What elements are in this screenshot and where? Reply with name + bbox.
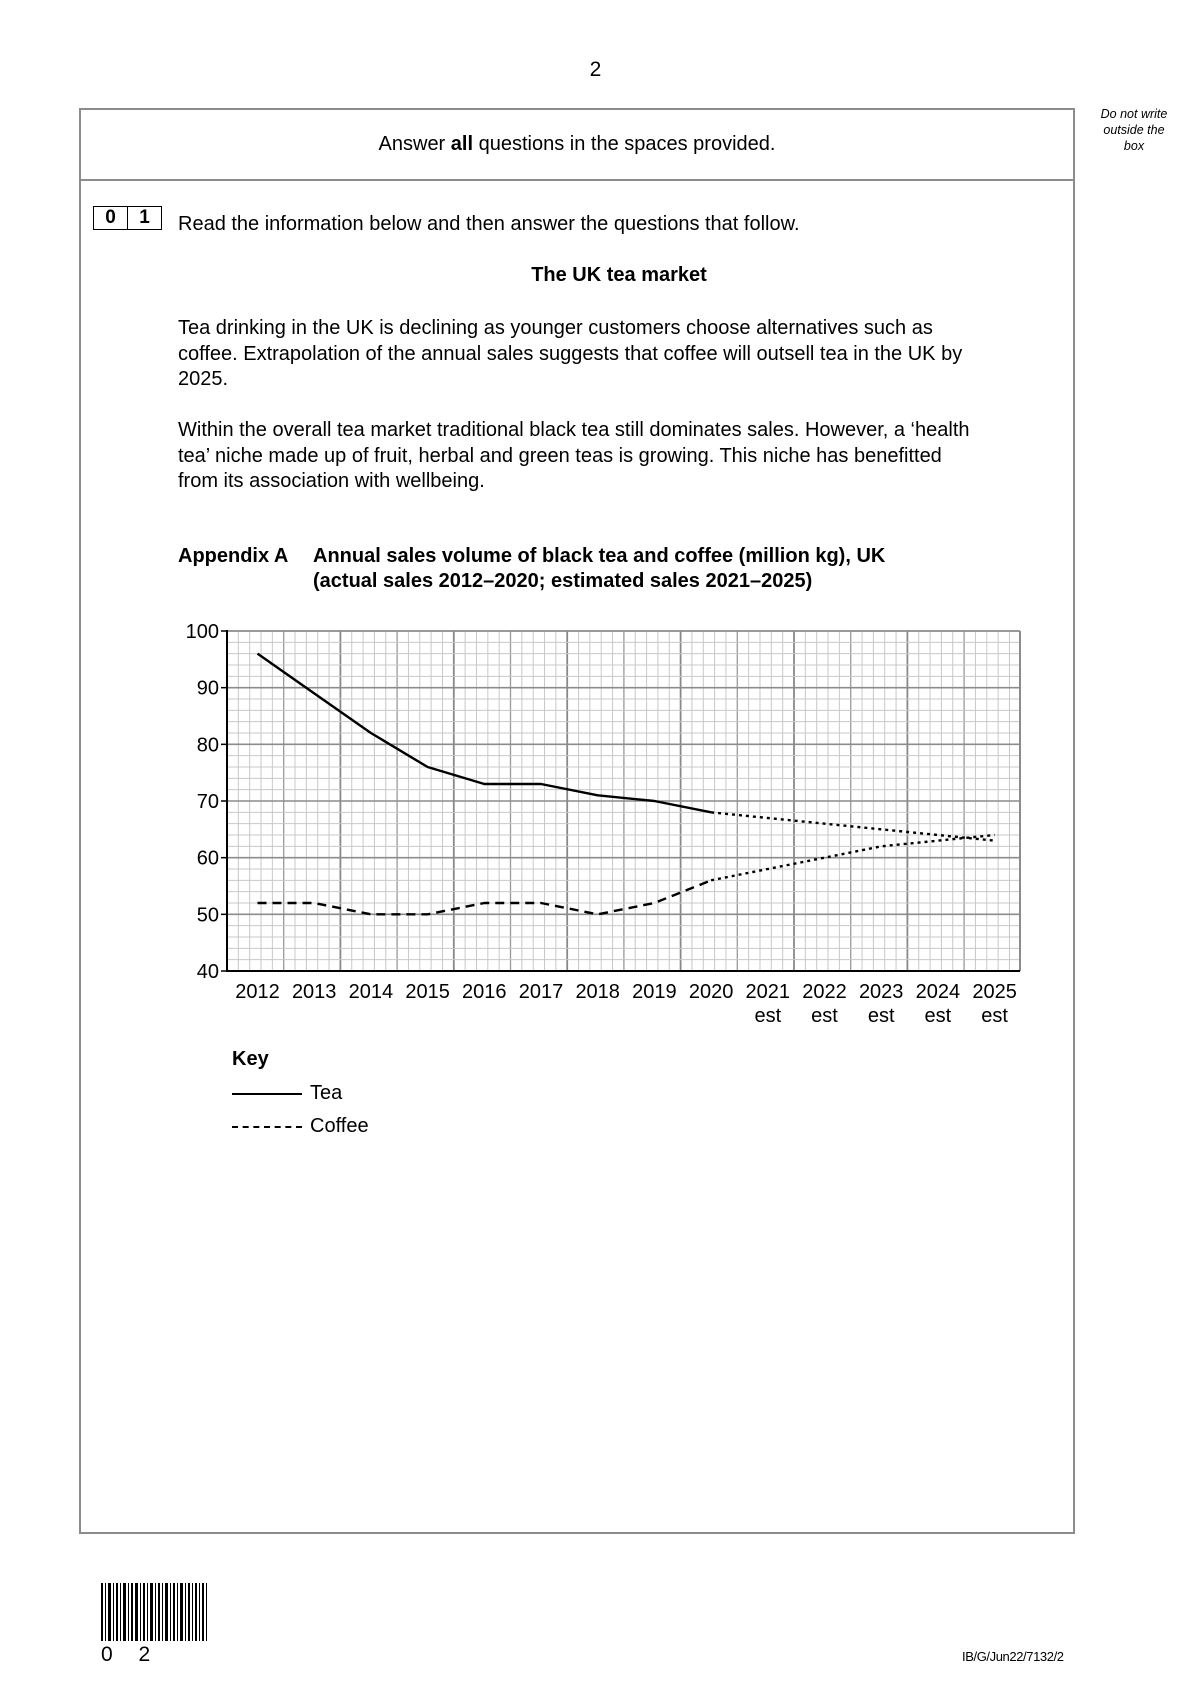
question-digit: 1 [127, 207, 161, 229]
key-item-coffee [232, 1115, 369, 1138]
x-tick-label: 2022 [802, 981, 847, 1003]
key-item-tea [232, 1082, 342, 1105]
question-digit: 0 [105, 207, 116, 228]
instruction-bold: all [450, 133, 474, 155]
y-tick-label: 90 [196, 677, 219, 700]
x-tick-label: 2024 [915, 981, 961, 1003]
x-tick-sublabel: est [811, 1005, 838, 1027]
paragraph-line: Within the overall tea market traditional black tea still dominates sales. However, a ‘health [178, 419, 970, 441]
x-tick-label: 2025 [972, 981, 1017, 1003]
paragraph-line: coffee. Extrapolation of the annual sales suggests that coffee will outsell tea in the UK by [178, 342, 963, 365]
y-tick-label: 50 [196, 904, 219, 927]
x-tick-label: 2015 [405, 981, 450, 1003]
page-number: 2 [589, 58, 602, 81]
barcode-number: 0 2 [101, 1643, 161, 1666]
y-tick-label: 80 [196, 734, 219, 757]
chart-title: Annual sales volume of black tea and coffee (million kg), UK [313, 545, 886, 567]
section-title: The UK tea market [531, 264, 707, 286]
margin-note-line: Do not write [1100, 107, 1168, 121]
paragraph-line: 2025. [178, 368, 229, 390]
paragraph-line: Tea drinking in the UK is declining as younger customers choose alternatives such as [178, 317, 933, 339]
x-tick-label: 2014 [348, 981, 394, 1003]
question-intro: Read the information below and then answer the questions that follow. [178, 213, 800, 235]
appendix-label: Appendix A [178, 545, 289, 567]
instruction-post: questions in the spaces provided. [473, 133, 776, 155]
chart-subtitle: (actual sales 2012–2020; estimated sales 2021–2025) [313, 570, 813, 592]
x-tick-sublabel: est [867, 1005, 895, 1027]
x-tick-label: 2016 [462, 981, 507, 1003]
barcode-icon [101, 1583, 211, 1641]
key-label: Tea [310, 1082, 343, 1104]
x-tick-label: 2019 [632, 981, 677, 1003]
x-tick-label: 2013 [291, 981, 337, 1003]
document-reference: IB/G/Jun22/7132/2 [962, 1649, 1064, 1664]
x-tick-sublabel: est [924, 1005, 952, 1027]
x-tick-label: 2021 [745, 981, 791, 1003]
y-tick-label: 40 [196, 961, 219, 983]
paragraph-line: from its association with wellbeing. [178, 470, 485, 492]
margin-note-line: box [1123, 139, 1145, 153]
key-label: Coffee [310, 1115, 369, 1137]
y-tick-label: 100 [185, 621, 219, 643]
instruction-pre: Answer [378, 133, 451, 155]
series-coffee-actual [258, 880, 712, 914]
y-tick-label: 70 [196, 791, 219, 813]
series-tea-estimate [711, 812, 995, 840]
x-tick-label: 2023 [858, 981, 904, 1003]
x-tick-sublabel: est [981, 1005, 1008, 1027]
margin-note-line: outside the [1103, 123, 1165, 137]
dashed-line-swatch [232, 1126, 302, 1128]
solid-line-swatch [232, 1093, 302, 1095]
x-tick-label: 2018 [575, 981, 620, 1003]
y-tick-label: 60 [196, 847, 219, 870]
x-tick-label: 2020 [688, 981, 734, 1003]
key-title: Key [232, 1048, 269, 1070]
x-tick-sublabel: est [754, 1005, 782, 1027]
x-tick-label: 2017 [518, 981, 564, 1003]
paragraph-line: tea’ niche made up of fruit, herbal and green teas is growing. This niche has benefitted [178, 444, 942, 467]
x-tick-label: 2012 [235, 981, 280, 1003]
